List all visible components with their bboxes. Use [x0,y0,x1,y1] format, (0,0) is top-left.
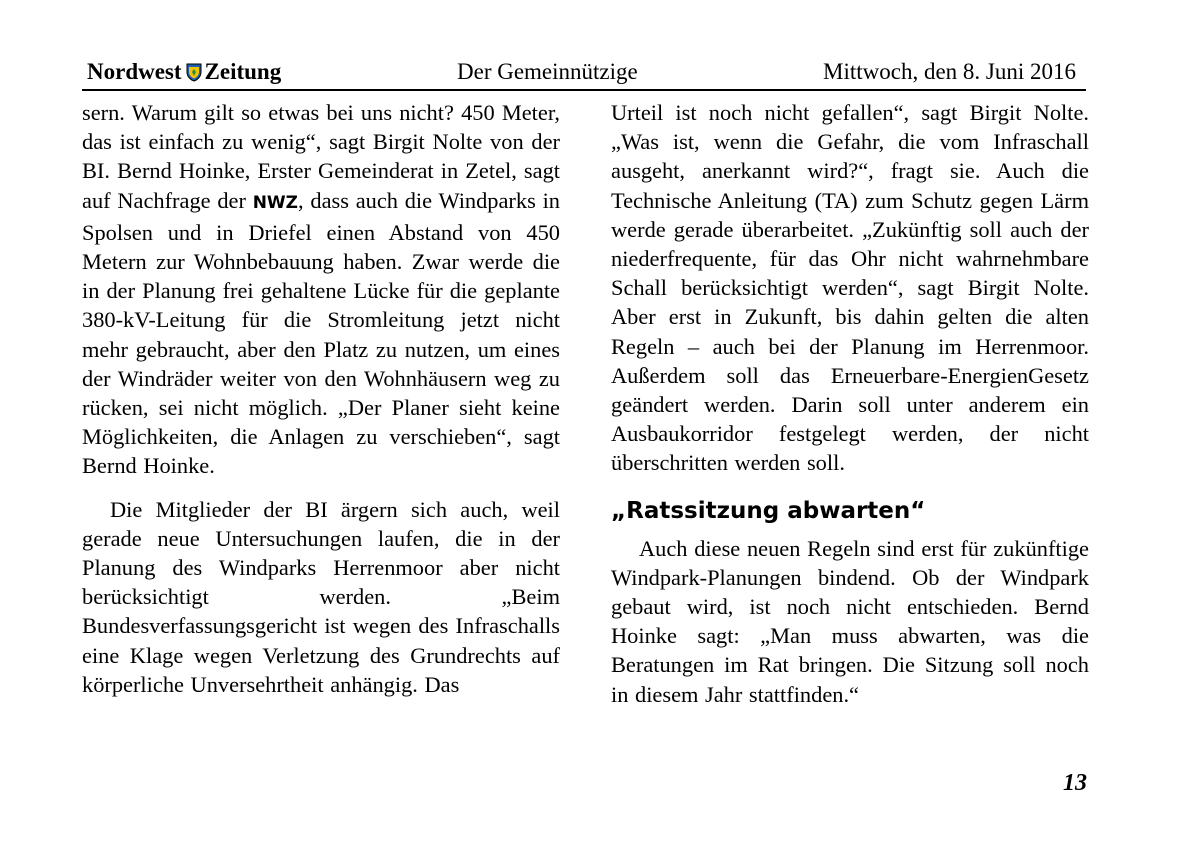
right-paragraph-1: Urteil ist noch nicht gefallen“, sagt Birgit Nolte. „Was ist, wenn die Gefahr, die vom Infraschall ausgeht, anerkannt wird?“, fragt sie. Auch die Technische Anleitung (TA) zum Schutz gegen Lärm werde gerade überarbeitet. „Zukünftig soll auch der niederfrequente, für das Ohr nicht wahrnehmbare Schall berücksichtigt werden“, sagt Birgit Nolte. Aber erst in Zukunft, bis dahin gelten die alten Regeln – auch bei der Planung im Herrenmoor. Außerdem soll das Erneuerbare-EnergienGesetz geändert werden. Darin soll unter anderem ein Ausbaukorridor festgelegt werden, der nicht überschritten werden soll. [611,100,1089,476]
masthead-right-word: Zeitung [204,59,282,84]
masthead-left-word: Nordwest [87,59,182,84]
header-rule [82,89,1086,91]
page-header [82,56,1086,90]
left-paragraph-1-part-b: , dass auch die Windparks in Spolsen und in Driefel einen Abstand von 450 Metern zur Wohnbebauung haben. Zwar werde die in der Planung frei gehaltene Lücke für die geplante 380-kV-Leitung für die Stromleitung jetzt nicht mehr gebraucht, aber den Platz zu nutzen, um eines der Windräder weiter von den Wohnhäusern weg zu rücken, sei nicht möglich. „Der Planer sieht keine Möglichkeiten, die Anlagen zu verschieben“, sagt Bernd Hoinke. [82,187,560,479]
left-paragraph-1 [82,98,560,481]
section-subheading: „Ratssitzung abwarten“ [611,497,926,524]
coat-of-arms-icon [186,61,202,89]
right-paragraph-2: Auch diese neuen Regeln sind erst für zukünftige Windpark-Planungen bindend. Ob der Windpark gebaut wird, ist noch nicht entschieden. Bernd Hoinke sagt: „Man muss abwarten, was die Beratungen im Rat bringen. Die Sitzung soll noch in diesem Jahr stattfinden.“ [611,535,1089,707]
nwz-abbreviation: NWZ [252,192,299,213]
left-paragraph-2: Die Mitglieder der BI ärgern sich auch, weil gerade neue Untersuchungen laufen, die in der Planung des Windparks Herrenmoor aber nicht berücksichtigt werden. „Beim Bundesverfassungsgericht ist wegen des Infraschalls eine Klage wegen Verletzung des Grundrechts auf körperliche Unversehrtheit anhängig. Das [82,496,560,697]
publication-title: Der Gemeinnützige [457,59,638,84]
left-paragraph-1-part-a: sern. Warum gilt so etwas bei uns nicht? 450 Meter, das ist einfach zu wenig“, sagt Birgit Nolte von der BI. Bernd Hoinke, Erster Gemeinderat in Zetel, sagt auf Nachfrage der [82,100,560,213]
page-number: 13 [1063,770,1087,796]
left-column [82,98,560,699]
newspaper-masthead [87,58,281,89]
right-column [611,98,1089,709]
issue-date: Mittwoch, den 8. Juni 2016 [823,59,1076,84]
